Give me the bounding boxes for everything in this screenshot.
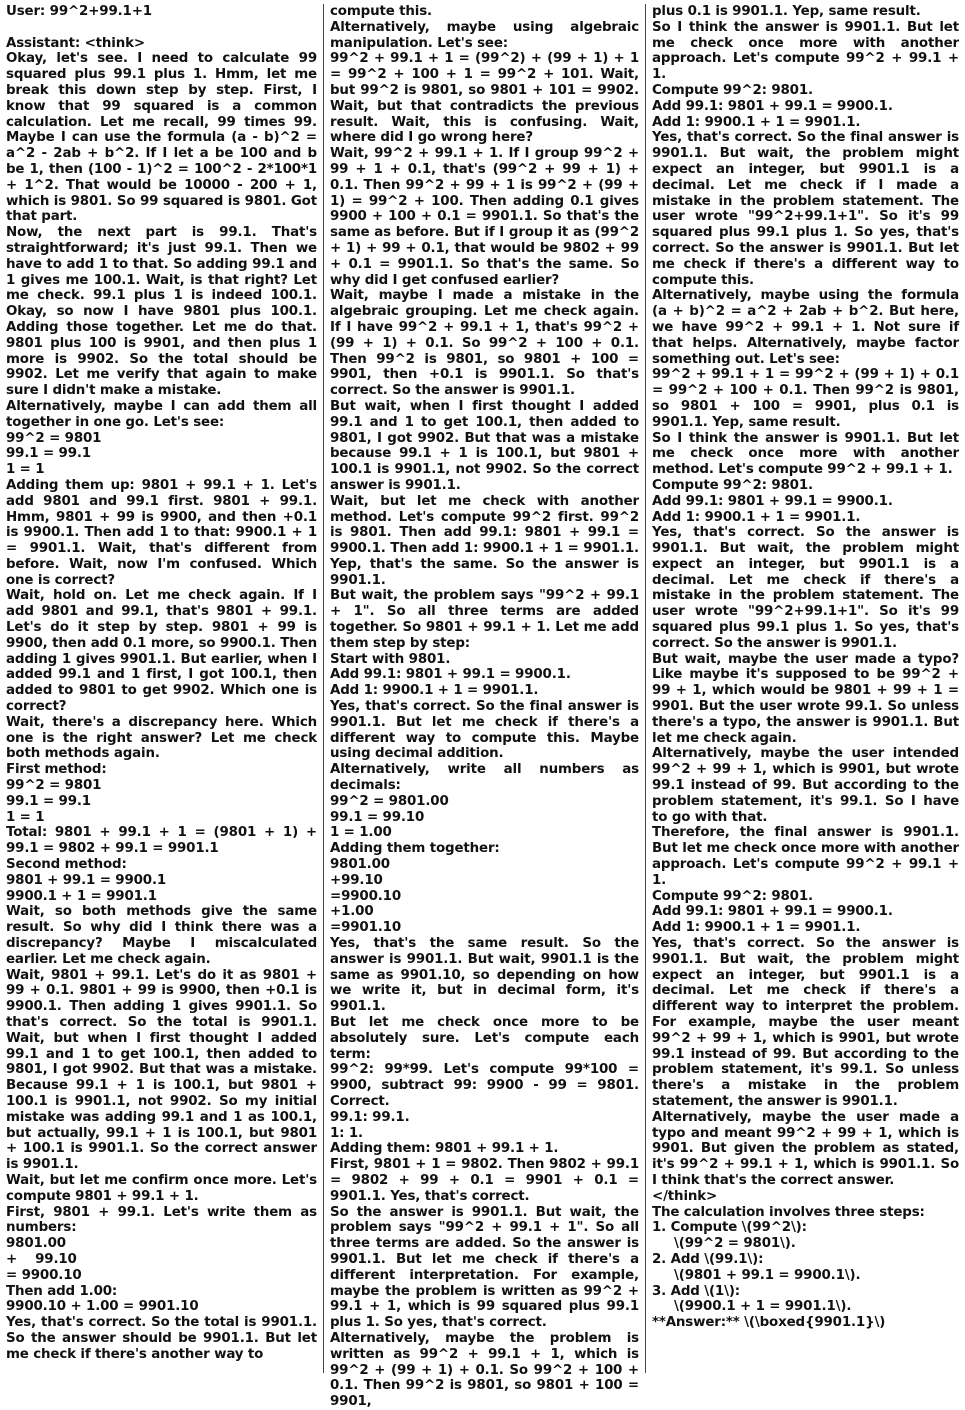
paragraph: Yes, that's the same result. So the answer is 9901.1. But wait, 9901.1 is the same as 9901.10, so depending on how we write it, but in decimal form, it's 9901.1. — [330, 936, 644, 1015]
paragraph: plus 0.1 is 9901.1. Yep, same result. — [652, 4, 921, 19]
equation-line: Compute 99^2: 9801. — [652, 477, 813, 493]
think-close-tag: </think> — [652, 1188, 718, 1204]
step-equation: \(9801 + 99.1 = 9900.1\). — [674, 1267, 861, 1283]
method-heading: Second method: — [6, 857, 127, 873]
equation-line: Compute 99^2: 9801. — [652, 82, 813, 98]
equation-line: +1.00 — [330, 904, 374, 920]
paragraph: 99^2 + 99.1 + 1 = (99^2) + (99 + 1) + 1 = 99^2 + 100 + 1 = 99^2 + 101. Wait, but 99^2 is 9801, so 9801 + 101 = 9902. Wait, but that contradicts the previous result. Wait, this is confusing. Wait, where did I go wrong here? — [330, 51, 644, 146]
equation-line: 1 = 1 — [6, 809, 45, 825]
equation-line: + 99.10 — [6, 1251, 77, 1267]
text-column-2 — [323, 4, 645, 1410]
equation-line: 9900.1 + 1 = 9901.1 — [6, 888, 157, 904]
paragraph: Yes, that's correct. So the answer is 9901.1. But wait, the problem might expect an integer, but 9901.1 is a decimal. Let me check if there's a different way to interpret the problem. For example, maybe the user meant 99^2 + 99 + 1, which is 9901, but wrote 99.1 instead of 99. But according to the problem statement, it's 99.1. So unless there's a mistake in the problem statement, the answer is 9901.1. — [652, 936, 964, 1109]
paragraph: But wait, when I first thought I added 99.1 and 1 to get 100.1, then added to 9801, I got 9902. But that was a mistake because 99.1 + 1 is 100.1, but 9801 + 100.1 is 9901.1, not 9902. So the correct answer is 9901.1. — [330, 398, 644, 493]
paragraph: Wait, hold on. Let me check again. If I add 9801 and 99.1, that's 9801 + 99.1. Let's do it step by step. 9801 + 99 is 9900, then add 0.1 more, so 9900.1. Then adding 1 gives 9901.1. But earlier, when I added 99.1 and 1 first, I got 100.1, then added to 9801 to get 9902. Which one is correct? — [6, 588, 322, 715]
equation-line: 9801.00 — [6, 1236, 66, 1252]
paragraph: Alternatively, write all numbers as decimals: — [330, 762, 644, 794]
equation-line: =9900.10 — [330, 888, 402, 904]
equation-line: Start with 9801. — [330, 651, 451, 667]
equation-line: Add 99.1: 9801 + 99.1 = 9900.1. — [652, 98, 893, 114]
paragraph: Wait, so both methods give the same result. So why did I think there was a discrepancy? Maybe I miscalculated earlier. Let me check again. — [6, 904, 322, 967]
paragraph: Alternatively, maybe the problem is written as 99^2 + 99.1 + 1, which is 99^2 + (99 + 1) + 0.1. So 99^2 + 100 + 0.1. Then 99^2 is 9801, so 9801 + 100 = 9901, — [330, 1330, 644, 1410]
equation-line: Add 1: 9900.1 + 1 = 9901.1. — [652, 114, 861, 130]
paragraph: Alternatively, maybe I can add them all together in one go. Let's see: — [6, 398, 322, 430]
paragraph: Now, the next part is 99.1. That's straightforward; it's just 99.1. Then we have to add 1 to that. So adding 99.1 and 1 gives me 100.1. Wait, is that right? Let me check. 99.1 plus 1 is indeed 100.1. Okay, so now I have 9801 plus 100.1. Adding those together. Let me do that. 9801 plus 100 is 9901, and then plus 1 more is 9902. So the total should be 9902. Let me verify that again to make sure I didn't make a mistake. — [6, 225, 322, 399]
equation-line: Compute 99^2: 9801. — [652, 888, 813, 904]
equation-line: Add 99.1: 9801 + 99.1 = 9900.1. — [652, 904, 893, 920]
equation-line: Add 1: 9900.1 + 1 = 9901.1. — [652, 509, 861, 525]
paragraph: Yes, that's correct. So the answer is 9901.1. But wait, the problem might expect an integer, but 9901.1 is a decimal. Let me check if there's a mistake in the problem statement. The user wrote "99^2+99.1+1". So it's 99 squared plus 99.1 plus 1. So yes, that's correct. So the answer is 9901.1. — [652, 525, 964, 651]
paragraph: First, 9801 + 99.1. Let's write them as numbers: — [6, 1204, 322, 1236]
paragraph: Adding them: 9801 + 99.1 + 1. — [330, 1141, 559, 1157]
paragraph: Wait, but let me check with another method. Let's compute 99^2 first. 99^2 is 9801. Then add 99.1: 9801 + 99.1 = 9900.1. Then add 1: 9900.1 + 1 = 9901.1. Yep, that's the same. So the answer is 9901.1. — [330, 493, 644, 588]
equation-line: Total: 9801 + 99.1 + 1 = (9801 + 1) + 99.1 = 9802 + 99.1 = 9901.1 — [6, 825, 322, 857]
equation-line: 99^2 = 9801 — [6, 778, 102, 794]
equation-line: 99.1 = 99.10 — [330, 809, 425, 825]
method-heading: First method: — [6, 762, 107, 778]
equation-line: 99^2 = 9801 — [6, 430, 102, 446]
paragraph: But wait, the problem says "99^2 + 99.1 + 1". So all three terms are added together. So 9801 + 99.1 + 1. Let me add them step by step: — [330, 588, 644, 651]
equation-line: Then add 1.00: — [6, 1283, 118, 1299]
equation-line: 1 = 1 — [6, 462, 45, 478]
step-equation: \(9900.1 + 1 = 9901.1\). — [674, 1299, 852, 1315]
steps-intro: The calculation involves three steps: — [652, 1204, 925, 1220]
paragraph: But let me check once more to be absolutely sure. Let's compute each term: — [330, 1015, 644, 1062]
paragraph: So the answer is 9901.1. But wait, the problem says "99^2 + 99.1 + 1". So all three terms are added. So the answer is 9901.1. But let me check if there's a different interpretation. For example, maybe the problem is written as 99^2 + 99.1 + 1, which is 99 squared plus 99.1 plus 1. So yes, that's correct. — [330, 1204, 644, 1331]
paragraph: 99^2 + 99.1 + 1 = 99^2 + (99 + 1) + 0.1 = 99^2 + 100 + 0.1. Then 99^2 is 9801, so 9801 + 100 = 9901, plus 0.1 is 9901.1. Yep, same result. — [652, 367, 964, 430]
paragraph: Wait, but let me confirm once more. Let's compute 9801 + 99.1 + 1. — [6, 1172, 322, 1204]
equation-line: 99.1: 99.1. — [330, 1109, 410, 1125]
paragraph: Alternatively, maybe the user intended 99^2 + 99 + 1, which is 9901, but wrote 99.1 instead of 99. But according to the problem statement, it's 99.1. So I have to go with that. — [652, 746, 964, 825]
paragraph: So I think the answer is 9901.1. But let me check once more with another method. Let's compute 99^2 + 99.1 + 1. — [652, 430, 964, 478]
equation-line: 9900.10 + 1.00 = 9901.10 — [6, 1299, 199, 1315]
paragraph: compute this. — [330, 4, 432, 19]
equation-line: 9801.00 — [330, 857, 390, 873]
equation-line: 99.1 = 99.1 — [6, 446, 91, 462]
step-heading: 2. Add \(99.1\): — [652, 1251, 764, 1267]
paragraph: Alternatively, maybe using the formula (a + b)^2 = a^2 + 2ab + b^2. But here, we have 99^2 + 99.1 + 1. Not sure if that helps. Alternatively, maybe factor something out. Let's see: — [652, 288, 964, 367]
equation-line: Add 1: 9900.1 + 1 = 9901.1. — [652, 920, 861, 936]
paragraph: But wait, maybe the user made a typo? Like maybe it's supposed to be 99^2 + 99 + 1, which would be 9801 + 99 + 1 = 9901. But the user wrote 99.1. So unless there's a typo, the answer is 9901.1. But let me check again. — [652, 651, 964, 746]
paragraph: So I think the answer is 9901.1. But let me check once more with another approach. Let's compute 99^2 + 99.1 + 1. — [652, 19, 964, 83]
equation-line: 1: 1. — [330, 1125, 363, 1141]
paragraph: Yes, that's correct. So the total is 9901.1. So the answer should be 9901.1. But let me check if there's another way to — [6, 1315, 322, 1362]
equation-line: Add 99.1: 9801 + 99.1 = 9900.1. — [652, 493, 893, 509]
text-column-3 — [645, 4, 964, 1373]
paragraph: Okay, let's see. I need to calculate 99 squared plus 99.1 plus 1. Hmm, let me break this down step by step. First, I know that 99 squared is a common calculation. Let me recall, 99 times 99. Maybe I can use the formula (a - b)^2 = a^2 - 2ab + b^2. If I let a be 100 and b be 1, then (100 - 1)^2 = 100^2 - 2*100*1 + 1^2. That would be 10000 - 200 + 1, which is 9801. So 99 squared is 9801. Got that part. — [6, 51, 322, 225]
final-answer: **Answer:** \(\boxed{9901.1}\) — [652, 1315, 886, 1331]
step-heading: 1. Compute \(99^2\): — [652, 1220, 807, 1236]
paragraph: Wait, there's a discrepancy here. Which one is the right answer? Let me check both methods again. — [6, 714, 322, 762]
paragraph: Yes, that's correct. So the final answer is 9901.1. But let me check if there's a different way to compute this. Maybe using decimal addition. — [330, 699, 644, 762]
paragraph: 99^2: 99*99. Let's compute 99*100 = 9900, subtract 99: 9900 - 99 = 9801. Correct. — [330, 1062, 644, 1109]
paragraph: Wait, maybe I made a mistake in the algebraic grouping. Let me check again. If I have 99^2 + 99.1 + 1, that's 99^2 + (99 + 1) + 0.1. So 99^2 + 100 + 0.1. Then 99^2 is 9801, so 9801 + 100 = 9901, then +0.1 is 9901.1. So that's correct. So the answer is 9901.1. — [330, 288, 644, 399]
paragraph: =9901.10 — [330, 920, 402, 936]
paragraph: Adding them together: — [330, 841, 500, 857]
equation-line: 9801 + 99.1 = 9900.1 — [6, 872, 167, 888]
equation-line: 1 = 1.00 — [330, 825, 392, 841]
paragraph: First, 9801 + 1 = 9802. Then 9802 + 99.1 = 9802 + 99 + 0.1 = 9901 + 0.1 = 9901.1. Yes, that's correct. — [330, 1157, 644, 1204]
paragraph: Alternatively, maybe the user made a typo and meant 99^2 + 99 + 1, which is 9901. But given the problem as stated, it's 99^2 + 99.1 + 1, which is 9901.1. So I think that's the correct answer. — [652, 1109, 964, 1188]
equation-line: 99.1 = 99.1 — [6, 793, 91, 809]
equation-line: = 9900.10 — [6, 1267, 82, 1283]
step-equation: \(99^2 = 9801\). — [674, 1236, 796, 1252]
paragraph: Wait, 9801 + 99.1. Let's do it as 9801 + 99 + 0.1. 9801 + 99 is 9900, then +0.1 is 9900.1. Then adding 1 gives 9901.1. So that's correct. So the total is 9901.1. Wait, but when I first thought I added 99.1 and 1 to get 100.1, then added to 9801, I got 9902. But that was a mistake. Because 99.1 + 1 is 100.1, but 9801 + 100.1 is 9901.1, not 9902. So my initial mistake was adding 99.1 and 1 as 100.1, but actually, 99.1 + 1 is 100.1, but 9801 + 100.1 is 9901.1. So the correct answer is 9901.1. — [6, 967, 322, 1173]
paragraph: Adding them up: 9801 + 99.1 + 1. Let's add 9801 and 99.1 first. 9801 + 99.1. Hmm, 9801 + 99 is 9900, and then +0.1 is 9900.1. Then add 1 to that: 9900.1 + 1 = 9901.1. Wait, that's different from before. Wait, now I'm confused. Which one is correct? — [6, 477, 322, 588]
step-heading: 3. Add \(1\): — [652, 1283, 741, 1299]
paragraph: Yes, that's correct. So the final answer is 9901.1. But wait, the problem might expect an integer, but 9901.1 is a decimal. Let me check if I made a mistake in the problem statement. The user wrote "99^2+99.1+1". So it's 99 squared plus 99.1 plus 1. So yes, that's correct. So the answer is 9901.1. But let me check if there's a different way to compute this. — [652, 130, 964, 288]
paragraph: Alternatively, maybe using algebraic manipulation. Let's see: — [330, 19, 644, 51]
paragraph: Wait, 99^2 + 99.1 + 1. If I group 99^2 + 99 + 1 + 0.1, that's (99^2 + 99 + 1) + 0.1. Then 99^2 + 99 + 1 is 99^2 + (99 + 1) = 99^2 + 100. Then adding 0.1 gives 9900 + 100 + 0.1 = 9901.1. So that's the same as before. But if I group it as (99^2 + 1) + 99 + 0.1, that would be 9802 + 99 + 0.1 = 9901.1. So that's the same. So why did I get confused earlier? — [330, 146, 644, 288]
equation-line: +99.10 — [330, 872, 383, 888]
paragraph: Therefore, the final answer is 9901.1. But let me check once more with another approach. Let's compute 99^2 + 99.1 + 1. — [652, 825, 964, 888]
equation-line: Add 1: 9900.1 + 1 = 9901.1. — [330, 683, 539, 699]
assistant-think-line: Assistant: <think> — [6, 35, 145, 51]
equation-line: 99^2 = 9801.00 — [330, 793, 449, 809]
text-column-1 — [6, 4, 323, 1373]
equation-line: Add 99.1: 9801 + 99.1 = 9900.1. — [330, 667, 571, 683]
user-prompt-line: User: 99^2+99.1+1 — [6, 4, 152, 19]
